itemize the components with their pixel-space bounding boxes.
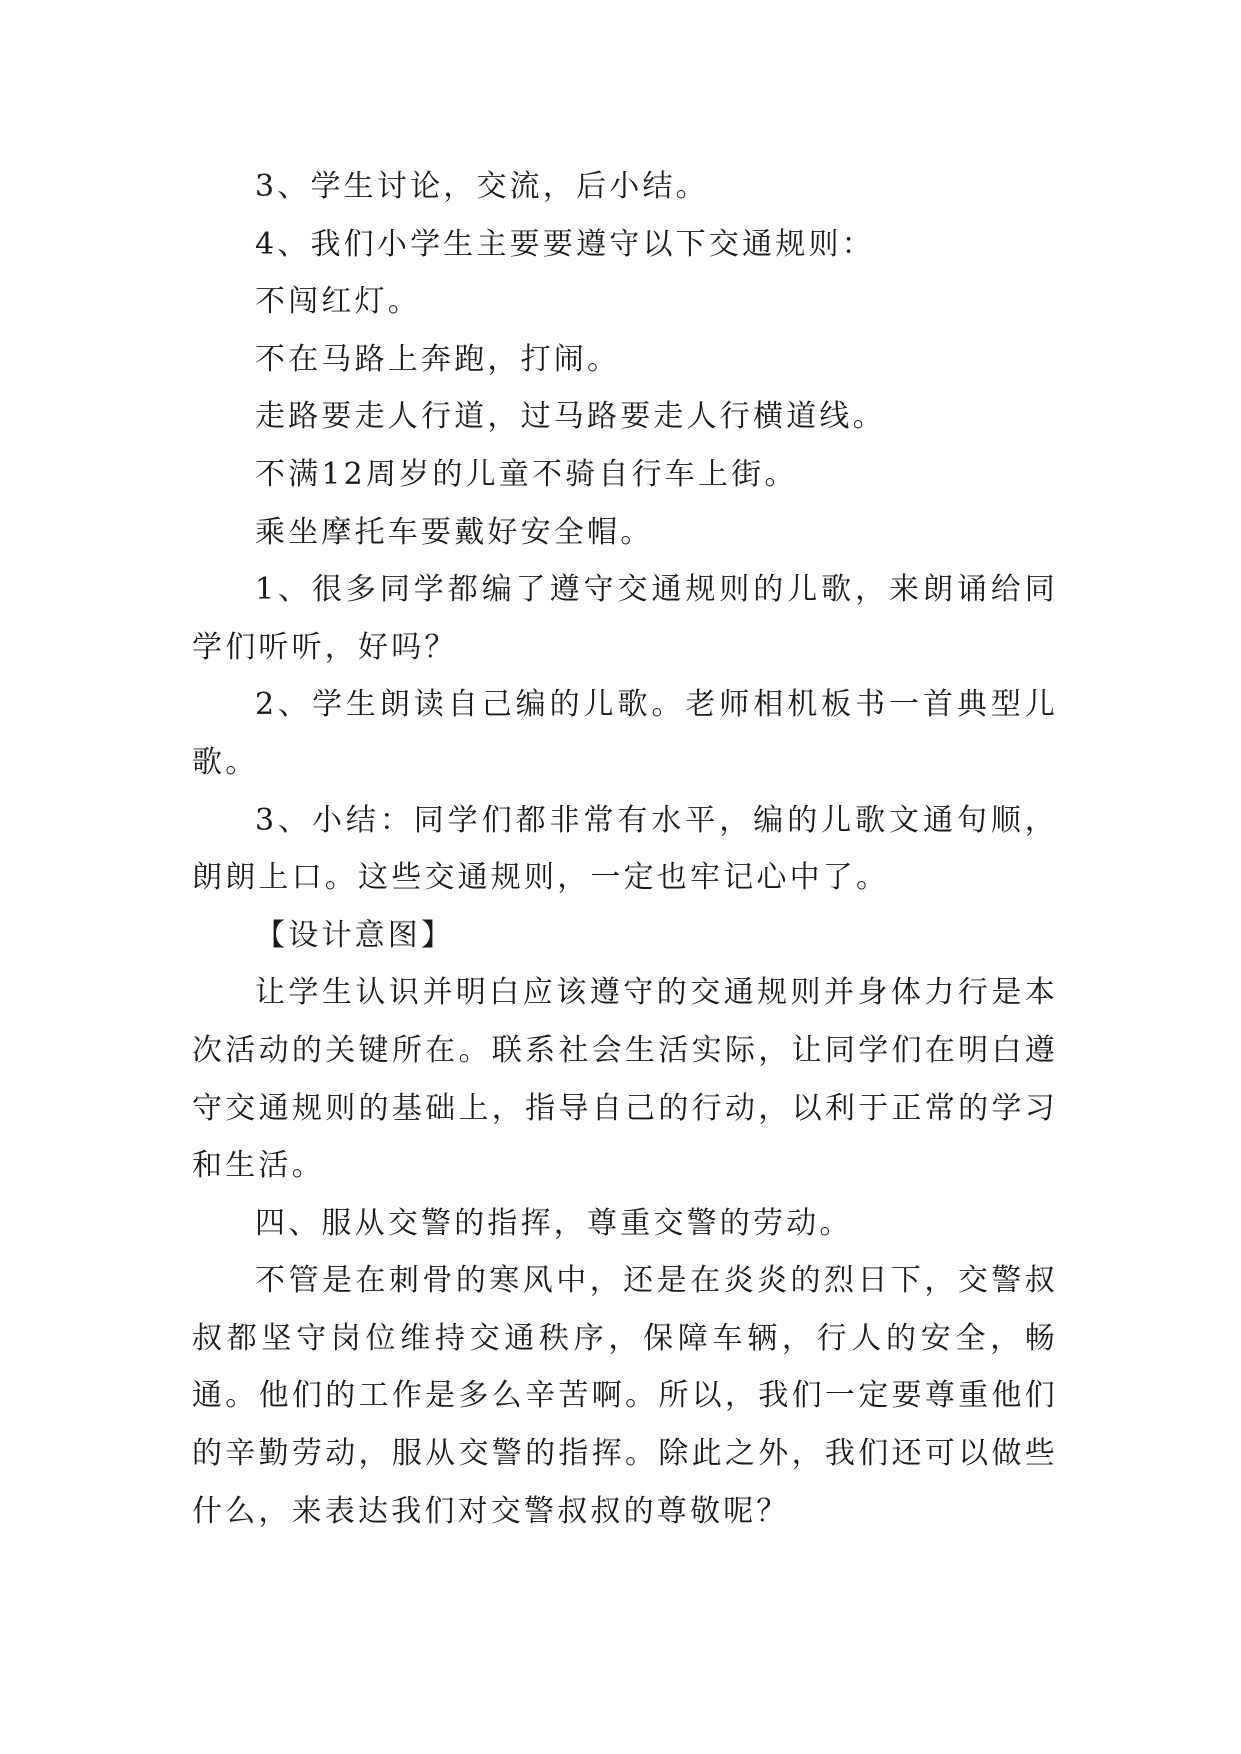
paragraph: 1、很多同学都编了遵守交通规则的儿歌，来朗诵给同学们听听，好吗？ <box>192 572 1058 665</box>
section-heading: 【设计意图】 <box>255 917 455 953</box>
paragraph: 不在马路上奔跑，打闹。 <box>255 341 621 377</box>
paragraph: 让学生认识并明白应该遵守的交通规则并身体力行是本次活动的关键所在。联系社会生活实际，让同学们在明白遵守交通规则的基础上，指导自己的行动，以利于正常的学习和生活。 <box>192 975 1058 1184</box>
paragraph: 4、我们小学生主要要遵守以下交通规则： <box>255 226 875 262</box>
paragraph: 四、服从交警的指挥，尊重交警的劳动。 <box>255 1205 853 1241</box>
paragraph: 3、小结：同学们都非常有水平，编的儿歌文通句顺，朗朗上口。这些交通规则，一定也牢记心中了。 <box>192 802 1058 896</box>
paragraph: 乘坐摩托车要戴好安全帽。 <box>255 514 654 550</box>
document-body <box>192 158 1058 1540</box>
paragraph: 不闯红灯。 <box>255 284 421 320</box>
paragraph: 不管是在刺骨的寒风中，还是在炎炎的烈日下，交警叔叔都坚守岗位维持交通秩序，保障车辆，行人的安全，畅通。他们的工作是多么辛苦啊。所以，我们一定要尊重他们的辛勤劳动，服从交警的指挥。除此之外，我们还可以做些什么，来表达我们对交警叔叔的尊敬呢？ <box>192 1263 1058 1529</box>
paragraph: 3、学生讨论，交流，后小结。 <box>255 169 709 204</box>
paragraph: 不满12周岁的儿童不骑自行车上街。 <box>255 456 798 492</box>
paragraph: 走路要走人行道，过马路要走人行横道线。 <box>255 399 886 435</box>
paragraph: 2、学生朗读自己编的儿歌。老师相机板书一首典型儿歌。 <box>192 687 1058 780</box>
